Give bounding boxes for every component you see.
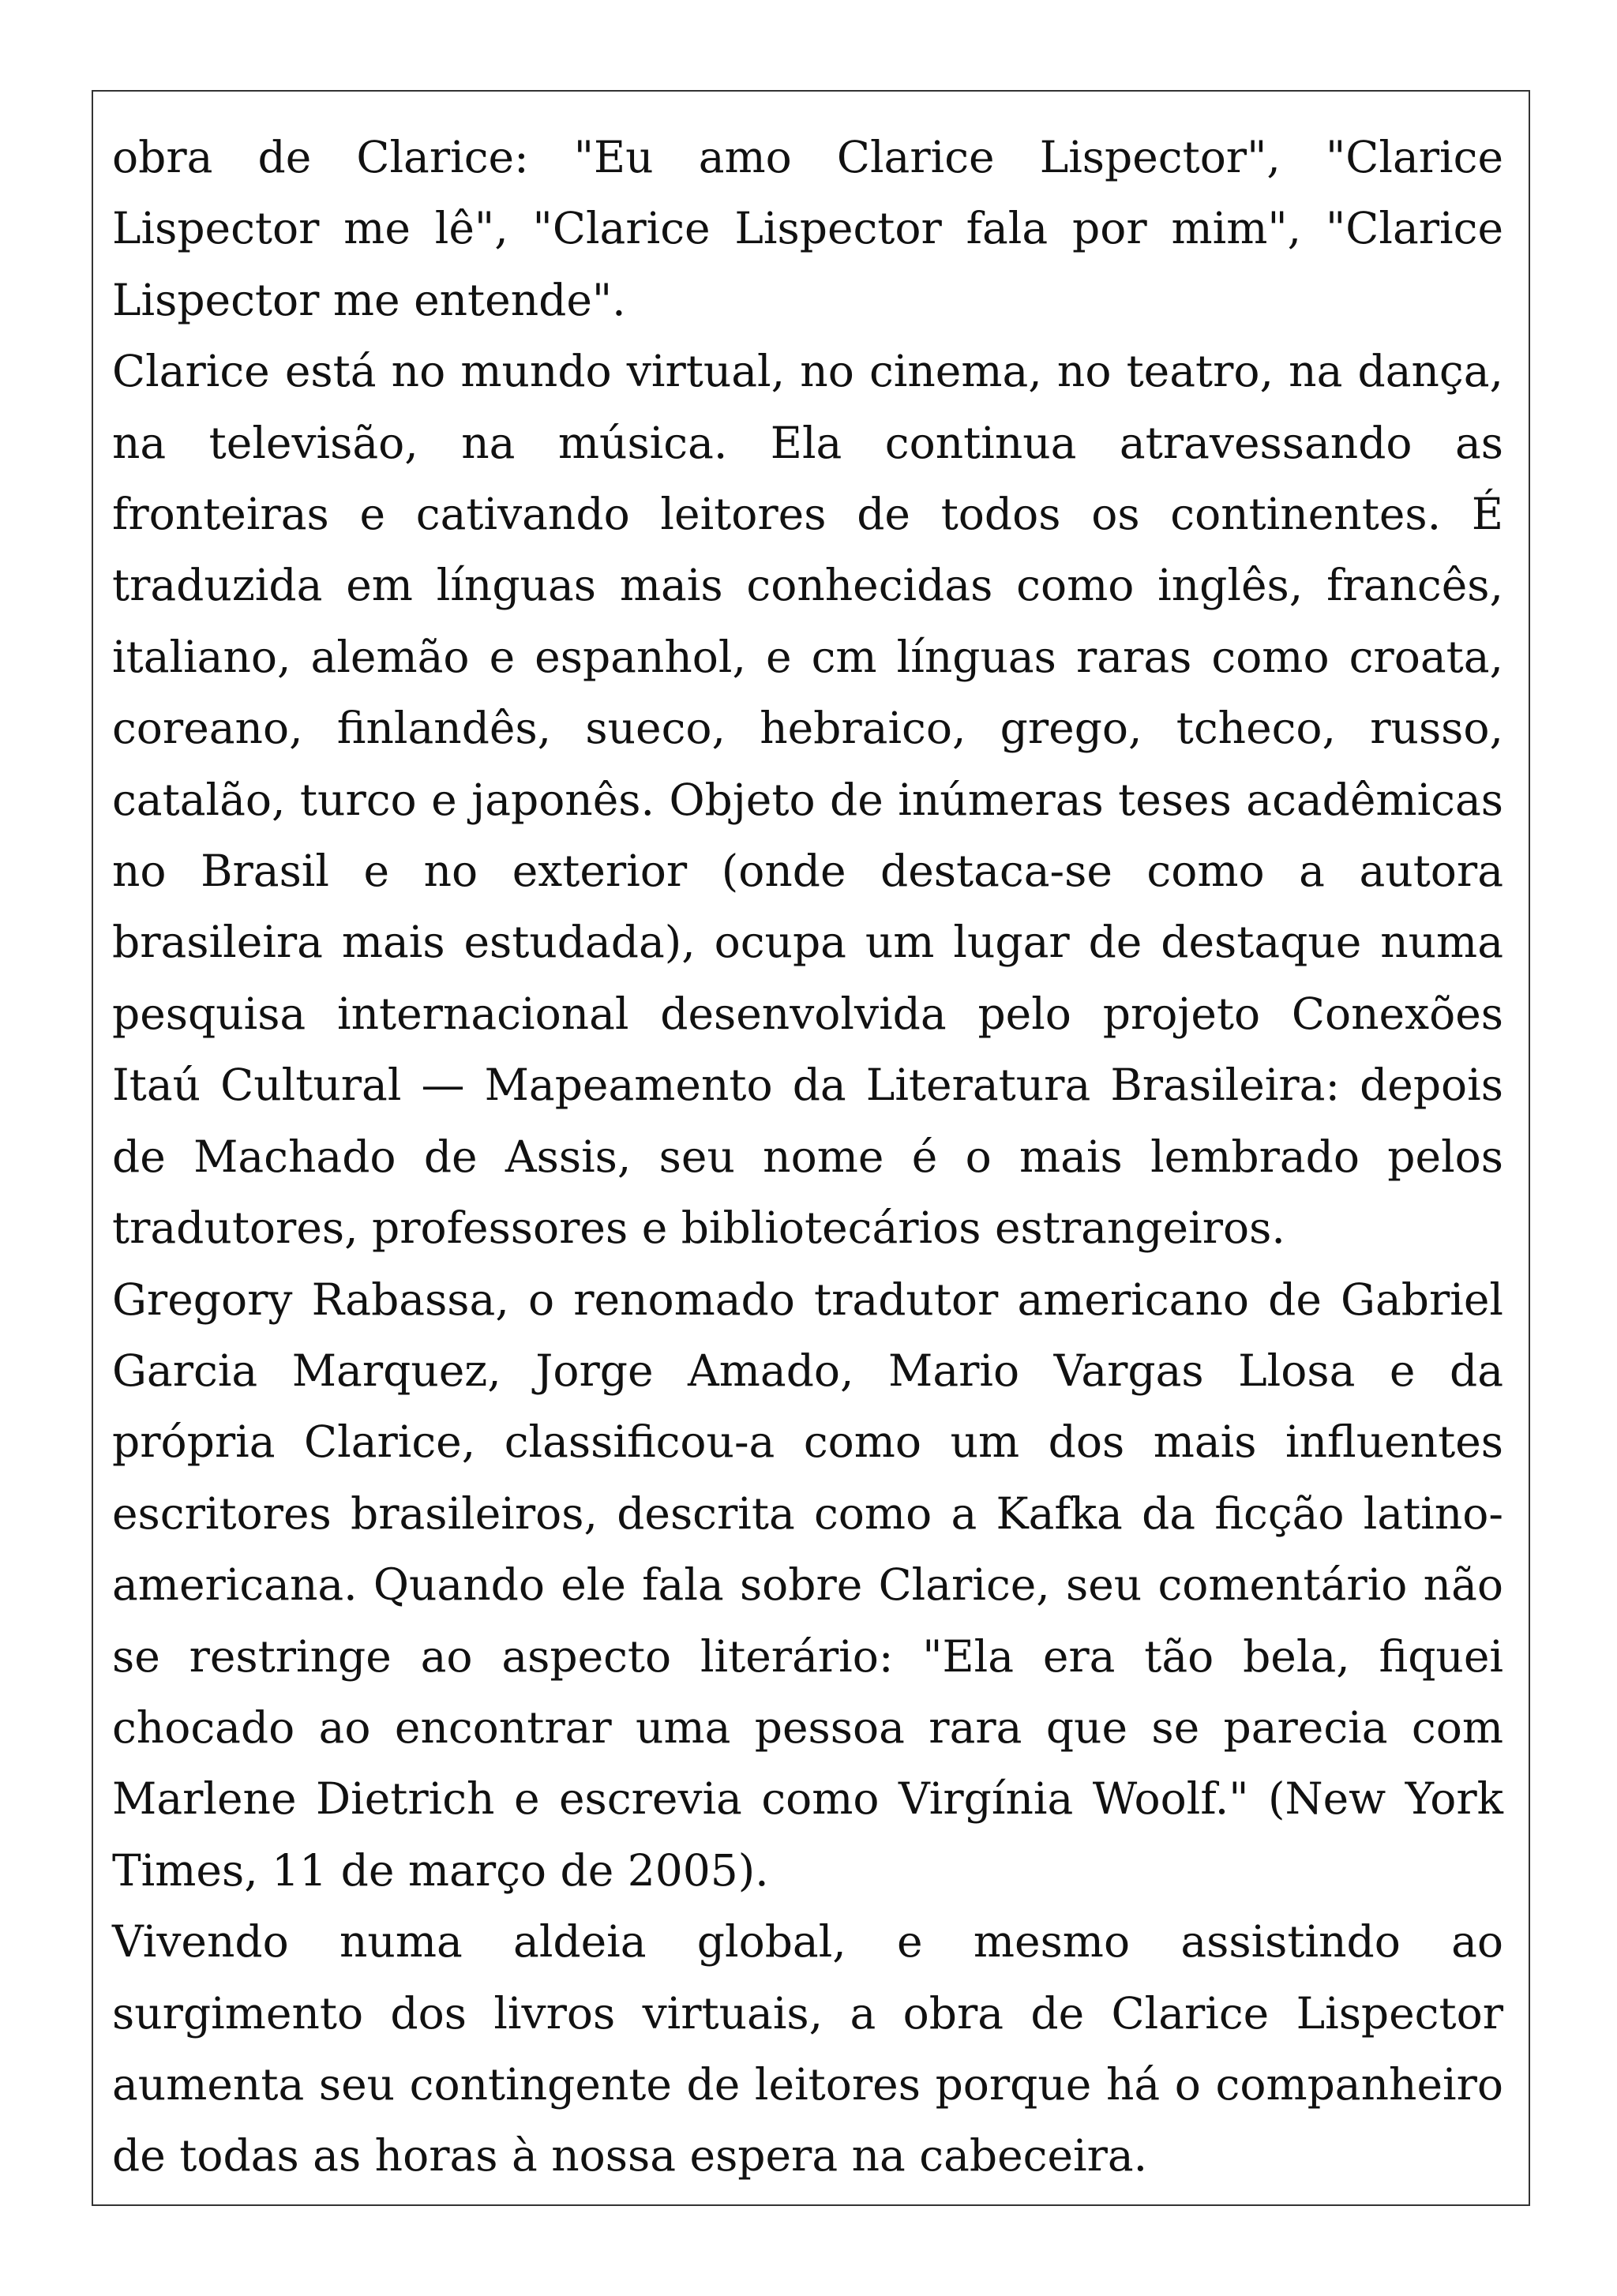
paragraph-2: Clarice está no mundo virtual, no cinema, no teatro, na dança, na televisão, na música. Ela continua atravessando as fronteiras e cativando leitores de todos os continentes. É traduzida em línguas mais conhecidas como inglês, francês, italiano, alemão e espanhol, e cm línguas raras como croata, coreano, finlandês, sueco, hebraico, grego, tcheco, russo, catalão, turco e japonês. Objeto de inúmeras teses acadêmicas no Brasil e no exterior (onde destaca-se como a autora brasileira mais estudada), ocupa um lugar de destaque numa pesquisa internacional desenvolvida pelo projeto Conexões Itaú Cultural — Mapeamento da Literatura Brasileira: depois de Machado de Assis, seu nome é o mais lembrado pelos tradutores, professores e bibliotecários estrangeiros. xyxy=(112,346,1503,1254)
paragraph-3: Gregory Rabassa, o renomado tradutor americano de Gabriel Garcia Marquez, Jorge Amado, Mario Vargas Llosa e da própria Clarice, classificou-a como um dos mais influentes escritores brasileiros, descrita como a Kafka da ficção latino-americana. Quando ele fala sobre Clarice, seu comentário não se restringe ao aspecto literário: "Ela era tão bela, fiquei chocado ao encontrar uma pessoa rara que se parecia com Marlene Dietrich e escrevia como Virgínia Woolf." (New York Times, 11 de março de 2005). xyxy=(112,1274,1503,1896)
body-text xyxy=(112,122,1503,2192)
page-frame xyxy=(92,90,1530,2206)
paragraph-1: obra de Clarice: "Eu amo Clarice Lispector", "Clarice Lispector me lê", "Clarice Lispector fala por mim", "Clarice Lispector me entende". xyxy=(112,132,1503,325)
paragraph-4: Vivendo numa aldeia global, e mesmo assistindo ao surgimento dos livros virtuais, a obra de Clarice Lispector aumenta seu contingente de leitores porque há o companheiro de todas as horas à nossa espera na cabeceira. xyxy=(112,1916,1503,2182)
